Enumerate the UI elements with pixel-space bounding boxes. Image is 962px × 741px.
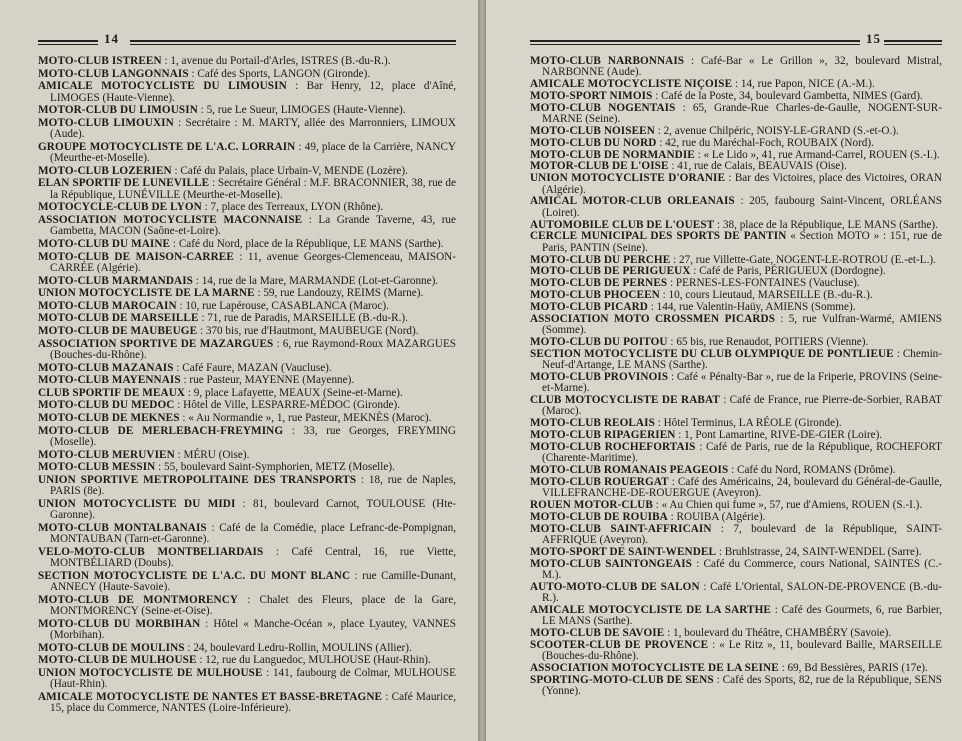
club-entry [38, 313, 456, 324]
club-entry [38, 692, 456, 715]
club-address: : Hôtel « Manche-Océan », place Lyautey, VANNES (Morbihan). [50, 617, 456, 642]
club-address: : 42, rue du Maréchal-Foch, ROUBAIX (Nord). [656, 136, 874, 149]
club-entry [38, 388, 456, 399]
club-address: : 41, rue de Calais, BEAUVAIS (Oise). [668, 160, 847, 173]
club-address: : Café L'Oriental, SALON-DE-PROVENCE (B.-du-R.). [542, 580, 942, 605]
club-name: MOTOCYCLE-CLUB DE LYON [38, 201, 202, 214]
club-address: : Café des Gourmets, 6, rue Barbier, LE MANS (Sarthe). [542, 603, 942, 628]
page-header [530, 30, 942, 52]
club-address: : 81, boulevard Carnot, TOULOUSE (Hte-Garonne). [50, 497, 457, 522]
club-name: ASSOCIATION SPORTIVE DE MAZARGUES [38, 337, 274, 350]
club-name: MOTO-CLUB MESSIN [38, 461, 156, 474]
club-address: : 370 bis, rue d'Hautmont, MAUBEUGE (Nord). [197, 324, 419, 337]
club-entry [530, 500, 942, 511]
club-name: UNION MOTOCYCLISTE DU MIDI [38, 497, 236, 510]
club-address: : 1, avenue du Portail-d'Arles, ISTRES (B.-du-R.). [161, 55, 391, 67]
club-address: : La Grande Taverne, 43, rue Gambetta, MACON (Saône-et-Loire). [50, 213, 456, 238]
club-address: : 10, rue Lapérouse, CASABLANCA (Maroc). [176, 299, 389, 312]
club-name: GROUPE MOTOCYCLISTE DE L'A.C. LORRAIN [38, 140, 296, 153]
club-entry [530, 220, 942, 231]
club-entry [530, 196, 942, 219]
club-entry [530, 418, 942, 429]
club-address: : 59, rue Landouzy, REIMS (Marne). [254, 287, 424, 300]
club-address: : Café-Bar « Le Grillon », 32, boulevard Mistral, NARBONNE (Aude). [542, 55, 942, 79]
club-name: MOTO-CLUB PROVINOIS [530, 370, 669, 383]
club-name: MOTO-CLUB LANGONNAIS [38, 67, 189, 80]
club-address: : 33, rue Georges, FREYMING (Moselle). [50, 424, 456, 448]
club-name: MOTO-CLUB DE MERLEBACH-FREYMING [38, 424, 284, 437]
club-name: AMICALE MOTOCYCLISTE NIÇOISE [530, 78, 733, 91]
club-entry [38, 166, 456, 177]
club-entry [530, 605, 942, 628]
club-address: : Secrétaire : M. MARTY, allée des Marronniers, LIMOUX (Aude). [50, 116, 456, 141]
club-address: : Café du Nord, place de la République, LE MANS (Sarthe). [170, 237, 444, 250]
club-entry [530, 161, 942, 172]
club-address: : MÉRU (Oise). [174, 448, 250, 461]
club-address: : Café des Américains, 24, boulevard du Général-de-Gaulle, VILLEFRANCHE-DE-ROUERGUE (Aveyron). [542, 475, 942, 500]
club-list [38, 56, 456, 715]
club-name: MOTO-CLUB MERUVIEN [38, 448, 175, 461]
club-address: : 49, place de la Carrière, NANCY (Meurthe-et-Moselle). [50, 140, 456, 165]
club-address: : Café « Pénalty-Bar », rue de la Friperie, PROVINS (Seine-et-Marne). [542, 370, 943, 395]
club-address: « Section MOTO » : 151, rue de Paris, PANTIN (Seine). [542, 230, 942, 254]
club-name: MOTO-CLUB DE PERIGUEUX [530, 265, 691, 278]
club-list [530, 56, 942, 698]
club-entry [530, 640, 942, 663]
club-address: : Café de Paris, PÉRIGUEUX (Dordogne). [690, 265, 886, 278]
club-entry [38, 142, 456, 165]
club-entry [38, 252, 456, 275]
club-entry [530, 559, 942, 582]
club-entry [38, 462, 456, 473]
club-name: MOTO-CLUB DU POITOU [530, 335, 668, 348]
club-address: : rue Pasteur, MAYENNE (Mayenne). [180, 374, 355, 387]
club-entry [530, 103, 942, 126]
club-name: UNION MOTOCYCLISTE DE MULHOUSE [38, 666, 263, 679]
club-address: : 65, Grande-Rue Charles-de-Gaulle, NOGENT-SUR-MARNE (Seine). [542, 101, 942, 126]
club-entry [530, 372, 942, 395]
club-name: MOTO-CLUB NOGENTAIS [530, 101, 676, 114]
club-name: MOTO-CLUB DE NORMANDIE [530, 148, 695, 161]
club-address: : 71, rue de Paradis, MARSEILLE (B.-du-R.). [198, 312, 408, 325]
club-entry [38, 426, 456, 449]
club-name: MOTO-CLUB MAROCAIN [38, 299, 177, 312]
club-name: MOTO-SPORT DE SAINT-WENDEL [530, 545, 717, 558]
club-entry [530, 138, 942, 149]
club-name: SECTION MOTOCYCLISTE DU CLUB OLYMPIQUE DE PONTLIEUE [530, 347, 894, 360]
club-entry [530, 231, 942, 254]
club-address: : 1, Pont Lamartine, RIVE-DE-GIER (Loire). [675, 428, 883, 441]
club-entry [530, 477, 942, 500]
club-entry [38, 326, 456, 337]
club-name: MOTO-CLUB DE MAUBEUGE [38, 324, 198, 337]
club-entry [530, 628, 942, 639]
club-entry [530, 430, 942, 441]
club-entry [530, 56, 942, 79]
club-name: AUTO-MOTO-CLUB DE SALON [530, 580, 700, 593]
club-address: : Café des Sports, LANGON (Gironde). [188, 67, 371, 80]
club-address: : 1, boulevard du Théâtre, CHAMBÉRY (Savoie). [664, 627, 892, 640]
club-name: MOTO-CLUB ROMANAIS PEAGEOIS [530, 463, 729, 476]
club-address: : Secrétaire Général : M.F. BRACONNIER, 38, rue de la République, LUNÉVILLE (Meurthe-et-Moselle). [50, 177, 456, 201]
club-address: : Chemin-Neuf-d'Artange, LE MANS (Sarthe). [542, 347, 943, 371]
club-address: : 205, faubourg Saint-Vincent, ORLÉANS (Loiret). [542, 195, 942, 219]
club-entry [530, 255, 942, 266]
club-name: MOTO-CLUB DE MONTMORENCY [38, 593, 239, 606]
club-name: MOTO-CLUB DE MEKNES [38, 411, 180, 424]
page-header [38, 30, 456, 52]
club-entry [530, 524, 942, 547]
club-entry [530, 465, 942, 476]
club-entry [530, 302, 942, 313]
club-name: ROUEN MOTOR-CLUB [530, 498, 653, 511]
club-entry [38, 450, 456, 461]
club-name: MOTOR-CLUB DE L'OISE [530, 160, 669, 173]
club-entry [38, 276, 456, 287]
club-name: UNION SPORTIVE METROPOLITAINE DES TRANSPORTS [38, 473, 357, 486]
club-entry [530, 582, 942, 605]
club-address: : 144, rue Valentin-Haüy, AMIENS (Somme). [647, 300, 856, 313]
club-address: : 10, cours Lieutaud, MARSEILLE (B.-du-R.). [659, 288, 873, 301]
club-entry [530, 663, 942, 674]
club-entry [38, 499, 456, 522]
club-address: : 65 bis, rue Renaudot, POITIERS (Vienne). [667, 335, 869, 348]
club-entry [530, 547, 942, 558]
right-page [486, 0, 962, 741]
club-entry [38, 523, 456, 546]
club-address: : 7, boulevard de la République, SAINT-AFFRIQUE (Aveyron). [542, 522, 942, 546]
club-name: SPORTING-MOTO-CLUB DE SENS [530, 673, 714, 686]
club-entry [530, 314, 942, 337]
club-name: MOTOR-CLUB DU LIMOUSIN [38, 104, 198, 117]
club-name: MOTO-CLUB MARMANDAIS [38, 274, 193, 287]
club-name: MOTO-CLUB MAZANAIS [38, 361, 174, 374]
club-entry [38, 69, 456, 80]
club-entry [38, 178, 456, 201]
club-entry [38, 339, 456, 362]
club-name: AMICALE MOTOCYCLISTE DU LIMOUSIN [38, 80, 287, 93]
club-entry [38, 400, 456, 411]
club-address: : ROUIBA (Algérie). [667, 510, 766, 523]
club-entry [38, 81, 456, 104]
club-name: MOTO-CLUB DU MEDOC [38, 399, 175, 412]
club-name: MOTO-CLUB DE PERNES [530, 277, 668, 290]
club-address: : 12, rue du Languedoc, MULHOUSE (Haut-Rhin). [196, 654, 431, 667]
page-number: 15 [866, 31, 881, 46]
club-entry [530, 349, 942, 372]
club-name: ELAN SPORTIF DE LUNEVILLE [38, 177, 210, 190]
header-rule [530, 40, 860, 45]
club-entry [530, 675, 942, 698]
club-name: VELO-MOTO-CLUB MONTBELIARDAIS [38, 545, 264, 558]
club-entry [38, 56, 456, 67]
club-entry [530, 395, 942, 418]
club-entry [38, 363, 456, 374]
club-entry [38, 643, 456, 654]
club-name: MOTO-CLUB DE MARSEILLE [38, 312, 199, 325]
club-address: : 38, place de la République, LE MANS (Sarthe). [714, 218, 938, 231]
club-name: MOTO-CLUB REOLAIS [530, 417, 655, 430]
club-address: : Café Faure, MAZAN (Vaucluse). [173, 361, 332, 374]
club-entry [38, 105, 456, 116]
club-entry [38, 118, 456, 141]
club-name: MOTO-CLUB ROCHEFORTAIS [530, 440, 696, 453]
club-name: MOTO-CLUB NOISEEN [530, 125, 655, 137]
club-address: : 55, boulevard Saint-Symphorien, METZ (Moselle). [155, 461, 395, 474]
club-address: : 11, avenue Georges-Clemenceau, MAISON-CARRÉE (Algérie). [50, 250, 456, 274]
club-address: : Café de la Comédie, place Lefranc-de-Pompignan, MONTAUBAN (Tarn-et-Garonne). [50, 521, 456, 546]
left-page [0, 0, 478, 741]
club-entry [38, 571, 456, 594]
club-address: : Bar des Victoires, place des Victoires, ORAN (Algérie). [542, 172, 943, 196]
club-name: MOTO-CLUB ISTREEN [38, 55, 162, 67]
club-name: CLUB SPORTIF DE MEAUX [38, 386, 186, 399]
club-entry [38, 595, 456, 618]
club-address: : Bar Henry, 12, place d'Aîné, LIMOGES (Haute-Vienne). [50, 80, 456, 104]
club-address: : 14, rue Papon, NICE (A.-M.). [732, 78, 875, 91]
club-entry [530, 266, 942, 277]
club-address: : Café des Sports, 82, rue de la République, SENS (Yonne). [542, 673, 942, 698]
club-name: ASSOCIATION MOTOCYCLISTE MACONNAISE [38, 213, 303, 226]
club-address: : Café du Nord, ROMANS (Drôme). [728, 463, 896, 476]
club-name: ASSOCIATION MOTO CROSSMEN PICARDS [530, 312, 776, 325]
club-name: AMICALE MOTOCYCLISTE DE LA SARTHE [530, 603, 771, 616]
club-address: : Café Maurice, 15, place du Commerce, NANTES (Loire-Inférieure). [50, 690, 456, 715]
club-address: : Chalet des Fleurs, place de la Gare, MONTMORENCY (Seine-et-Oise). [50, 593, 456, 618]
club-address: : 14, rue de la Mare, MARMANDE (Lot-et-Garonne). [193, 274, 439, 287]
club-address: : Café du Palais, place Urbain-V, MENDE (Lozère). [171, 164, 408, 177]
club-entry [38, 619, 456, 642]
club-name: SECTION MOTOCYCLISTE DE L'A.C. DU MONT BLANC [38, 569, 351, 582]
club-address: : 18, rue de Naples, PARIS (8e). [50, 473, 456, 498]
club-name: MOTO-CLUB RIPAGERIEN [530, 428, 676, 441]
header-rule [130, 40, 456, 45]
club-entry [38, 202, 456, 213]
club-entry [530, 126, 942, 137]
club-name: MOTO-CLUB PHOCEEN [530, 288, 660, 301]
club-name: MOTO-CLUB DE ROUIBA [530, 510, 668, 523]
club-address: : rue Camille-Dunant, ANNECY (Haute-Savoie). [50, 569, 456, 594]
club-name: MOTO-CLUB DE SAVOIE [530, 627, 665, 640]
club-entry [530, 442, 942, 465]
club-entry [38, 375, 456, 386]
club-name: MOTO-CLUB DE MOULINS [38, 641, 185, 654]
club-address: : Bruhlstrasse, 24, SAINT-WENDEL (Sarre). [716, 545, 922, 558]
club-address: : « Le Ritz », 11, boulevard Baille, MARSEILLE (Bouches-du-Rhône). [542, 638, 943, 663]
club-name: SCOOTER-CLUB DE PROVENCE [530, 638, 709, 651]
club-entry [530, 79, 942, 90]
club-address: : 27, rue Villette-Gate, NOGENT-LE-ROTROU (E.-et-L.). [670, 253, 936, 266]
club-address: : 24, boulevard Ledru-Rollin, MOULINS (Allier). [184, 641, 412, 654]
club-address: : 9, place Lafayette, MEAUX (Seine-et-Marne). [185, 386, 403, 399]
club-entry [38, 413, 456, 424]
book-gutter [478, 0, 486, 741]
club-name: CERCLE MUNICIPAL DES SPORTS DE PANTIN [530, 230, 787, 243]
club-address: : « Au Chien qui fume », 57, rue d'Amiens, ROUEN (S.-I.). [652, 498, 923, 511]
club-name: MOTO-CLUB ROUERGAT [530, 475, 669, 488]
club-name: MOTO-CLUB DE MULHOUSE [38, 654, 197, 667]
club-address: : Café de France, rue Pierre-de-Sorbier, RABAT (Maroc). [542, 393, 942, 418]
club-entry [530, 91, 942, 102]
club-entry [38, 668, 456, 691]
club-name: MOTO-CLUB DU MAINE [38, 237, 171, 250]
club-address: : 7, place des Terreaux, LYON (Rhône). [201, 201, 384, 214]
club-entry [530, 512, 942, 523]
club-name: MOTO-SPORT NIMOIS [530, 90, 653, 102]
club-name: MOTO-CLUB DU MORBIHAN [38, 617, 201, 630]
club-address: : Hôtel de Ville, LESPARRE-MÉDOC (Gironde). [174, 399, 401, 412]
header-rule [884, 40, 942, 45]
club-entry [38, 301, 456, 312]
club-name: MOTO-CLUB DU NORD [530, 136, 657, 149]
club-entry [38, 655, 456, 666]
club-address: : 5, rue Le Sueur, LIMOGES (Haute-Vienne). [197, 104, 406, 117]
club-name: UNION MOTOCYCLISTE DE LA MARNE [38, 287, 255, 300]
club-name: UNION MOTOCYCLISTE D'ORANIE [530, 172, 726, 185]
club-address: : Café de la Poste, 34, boulevard Gambetta, NIMES (Gard). [652, 90, 923, 102]
club-name: AMICALE MOTOCYCLISTE DE NANTES ET BASSE-BRETAGNE [38, 690, 383, 703]
club-entry [530, 150, 942, 161]
club-address: : 69, Bd Bessières, PARIS (17e). [778, 662, 928, 675]
club-name: MOTO-CLUB PICARD [530, 300, 648, 313]
club-entry [530, 173, 942, 196]
club-name: MOTO-CLUB LIMOUXIN [38, 116, 174, 129]
club-address: : Café de Paris, rue de la République, ROCHEFORT (Charente-Maritime). [542, 440, 943, 465]
club-entry [530, 290, 942, 301]
club-name: MOTO-CLUB SAINT-AFFRICAIN [530, 522, 712, 535]
club-entry [38, 239, 456, 250]
club-address: : 2, avenue Chilpéric, NOISY-LE-GRAND (S.-et-O.). [654, 125, 899, 137]
header-rule [38, 40, 98, 45]
club-address: : Café Central, 16, rue Viette, MONTBÉLIARD (Doubs). [50, 545, 456, 570]
club-name: CLUB MOTOCYCLISTE DE RABAT [530, 393, 720, 406]
club-address: : « Le Lido », 41, rue Armand-Carrel, ROUEN (S.-I.). [694, 148, 940, 161]
club-entry [38, 547, 456, 570]
club-name: MOTO-CLUB LOZERIEN [38, 164, 172, 177]
page-number: 14 [104, 31, 119, 46]
club-name: MOTO-CLUB DU PERCHE [530, 253, 671, 266]
club-address: : 6, rue Raymond-Roux MAZARGUES (Bouches-du-Rhône). [50, 337, 456, 361]
club-address: : « Au Normandie », 1, rue Pasteur, MEKNÈS (Maroc). [179, 411, 432, 424]
club-entry [530, 337, 942, 348]
club-entry [38, 215, 456, 238]
club-address: : 5, rue Vulfran-Warmé, AMIENS (Somme). [542, 312, 942, 336]
club-name: AMICAL MOTOR-CLUB ORLEANAIS [530, 195, 735, 208]
club-entry [530, 278, 942, 289]
club-name: MOTO-CLUB MAYENNAIS [38, 374, 181, 387]
club-name: AUTOMOBILE CLUB DE L'OUEST [530, 218, 715, 231]
club-address: : 141, faubourg de Colmar, MULHOUSE (Haut-Rhin). [50, 666, 456, 691]
club-address: : Café du Commerce, cours National, SAINTES (C.-M.). [542, 557, 942, 581]
club-name: MOTO-CLUB NARBONNAIS [530, 55, 685, 67]
club-name: MOTO-CLUB SAINTONGEAIS [530, 557, 693, 570]
club-entry [38, 475, 456, 498]
club-entry [38, 288, 456, 299]
club-name: MOTO-CLUB MONTALBANAIS [38, 521, 207, 534]
club-address: : Hôtel Terminus, LA RÉOLE (Gironde). [654, 417, 842, 430]
club-name: ASSOCIATION MOTOCYCLISTE DE LA SEINE [530, 662, 779, 675]
club-address: : PERNES-LES-FONTAINES (Vaucluse). [667, 277, 860, 290]
club-name: MOTO-CLUB DE MAISON-CARREE [38, 250, 234, 263]
